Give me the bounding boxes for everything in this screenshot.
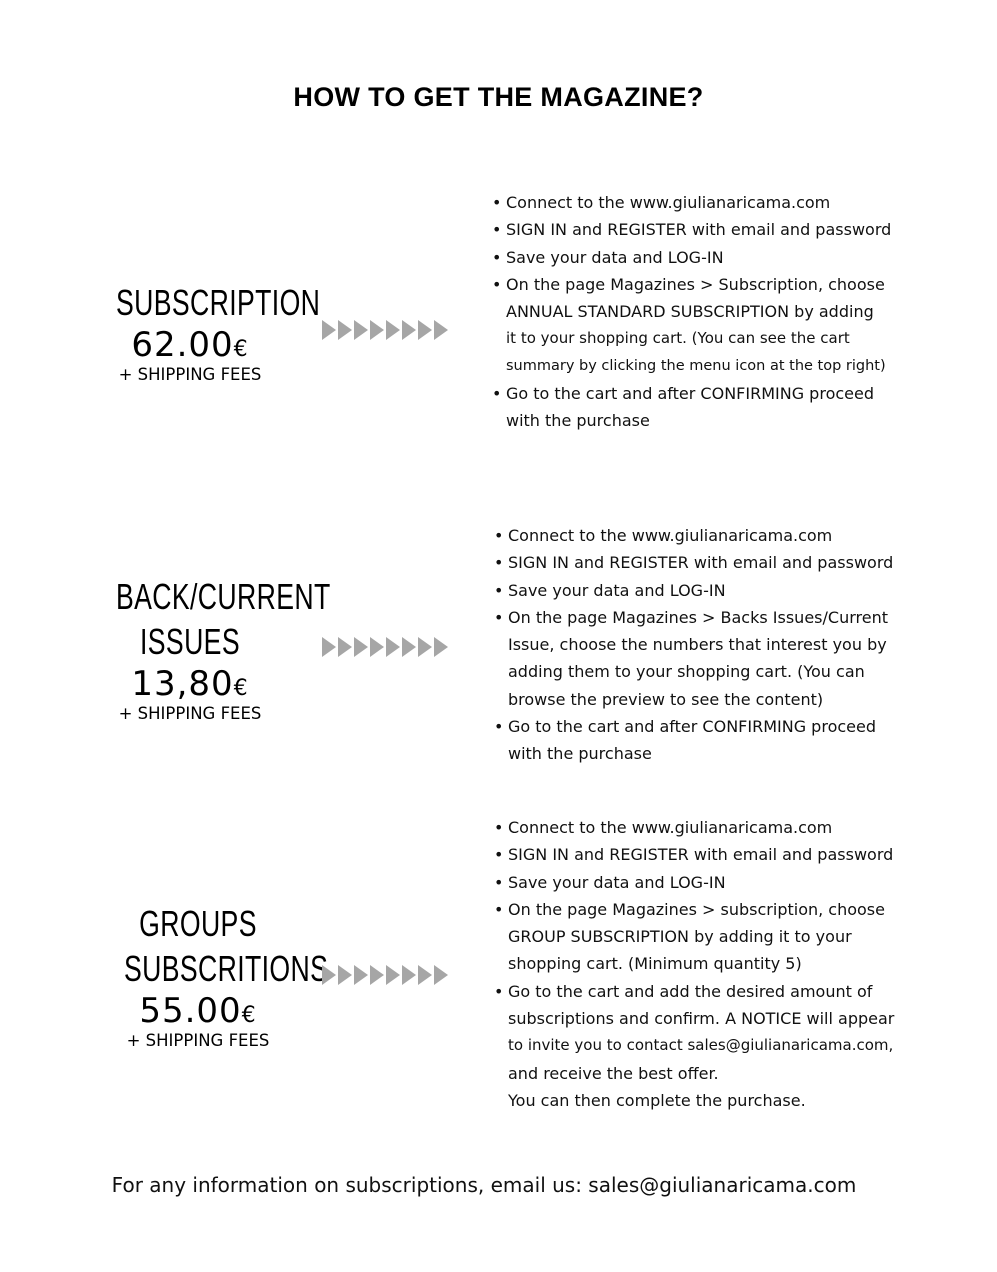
steps-list — [494, 814, 894, 1114]
list-item: • Connect to the www.giulianaricama.com — [494, 814, 894, 841]
offer-name: SUBSCRITIONS — [124, 948, 329, 989]
steps-list — [492, 189, 891, 435]
arrow-icon — [370, 637, 384, 657]
list-item: • Go to the cart and add the desired amount of subscriptions and confirm. A NOTICE will appear to invite you to contact sales@giulianaricama.com, and receive the best offer. You can then complete the purchase. — [494, 978, 894, 1114]
arrow-icon — [322, 965, 336, 985]
offer-summary — [90, 280, 321, 385]
offer-name: GROUPS — [139, 903, 257, 944]
arrow-icon — [354, 637, 368, 657]
arrow-icon — [434, 637, 448, 657]
list-item: • SIGN IN and REGISTER with email and password — [494, 841, 894, 868]
arrow-icon — [418, 965, 432, 985]
arrow-icon — [354, 320, 368, 340]
arrow-icon — [338, 637, 352, 657]
offer-summary — [90, 574, 331, 724]
arrow-icon — [354, 965, 368, 985]
arrow-icon — [418, 637, 432, 657]
list-item: • Save your data and LOG-IN — [494, 869, 894, 896]
list-item: • On the page Magazines > Subscription, choose ANNUAL STANDARD SUBSCRIPTION by adding it to your shopping cart. (You can see the cart summary by clicking the menu icon at the top right) — [492, 271, 891, 380]
arrow-icon — [370, 320, 384, 340]
offer-price: 55.00€ — [139, 991, 257, 1031]
list-item: • Connect to the www.giulianaricama.com — [494, 522, 893, 549]
shipping-note: + SHIPPING FEES — [118, 704, 262, 723]
arrow-icon — [386, 320, 400, 340]
list-item: • Go to the cart and after CONFIRMING proceed with the purchase — [494, 713, 893, 768]
arrow-indicator — [322, 637, 448, 657]
steps-list — [494, 522, 893, 768]
offer-summary — [98, 901, 329, 1051]
arrow-icon — [338, 320, 352, 340]
arrow-icon — [434, 965, 448, 985]
page-title: HOW TO GET THE MAGAZINE? — [293, 82, 704, 112]
arrow-indicator — [322, 965, 448, 985]
list-item: • Go to the cart and after CONFIRMING proceed with the purchase — [492, 380, 891, 435]
list-item: • Connect to the www.giulianaricama.com — [492, 189, 891, 216]
list-item: • SIGN IN and REGISTER with email and password — [494, 549, 893, 576]
arrow-icon — [386, 637, 400, 657]
arrow-icon — [402, 320, 416, 340]
arrow-icon — [434, 320, 448, 340]
arrow-icon — [402, 965, 416, 985]
arrow-icon — [402, 637, 416, 657]
arrow-indicator — [322, 320, 448, 340]
arrow-icon — [370, 965, 384, 985]
list-item: • On the page Magazines > subscription, choose GROUP SUBSCRIPTION by adding it to your shopping cart. (Minimum quantity 5) — [494, 896, 894, 978]
arrow-icon — [338, 965, 352, 985]
arrow-icon — [322, 320, 336, 340]
arrow-icon — [322, 637, 336, 657]
shipping-note: + SHIPPING FEES — [118, 365, 262, 384]
offer-name: ISSUES — [140, 621, 240, 662]
offer-price: 13,80€ — [131, 664, 249, 704]
arrow-icon — [418, 320, 432, 340]
offer-name: SUBSCRIPTION — [116, 282, 321, 323]
list-item: • SIGN IN and REGISTER with email and password — [492, 216, 891, 243]
list-item: • Save your data and LOG-IN — [494, 577, 893, 604]
offer-price: 62.00€ — [131, 325, 249, 365]
offer-name: BACK/CURRENT — [116, 576, 331, 617]
arrow-icon — [386, 965, 400, 985]
contact-footer: For any information on subscriptions, email us: sales@giulianaricama.com — [111, 1173, 857, 1197]
list-item: • On the page Magazines > Backs Issues/Current Issue, choose the numbers that interest you by adding them to your shopping cart. (You can browse the preview to see the content) — [494, 604, 893, 713]
list-item: • Save your data and LOG-IN — [492, 244, 891, 271]
shipping-note: + SHIPPING FEES — [126, 1031, 270, 1050]
